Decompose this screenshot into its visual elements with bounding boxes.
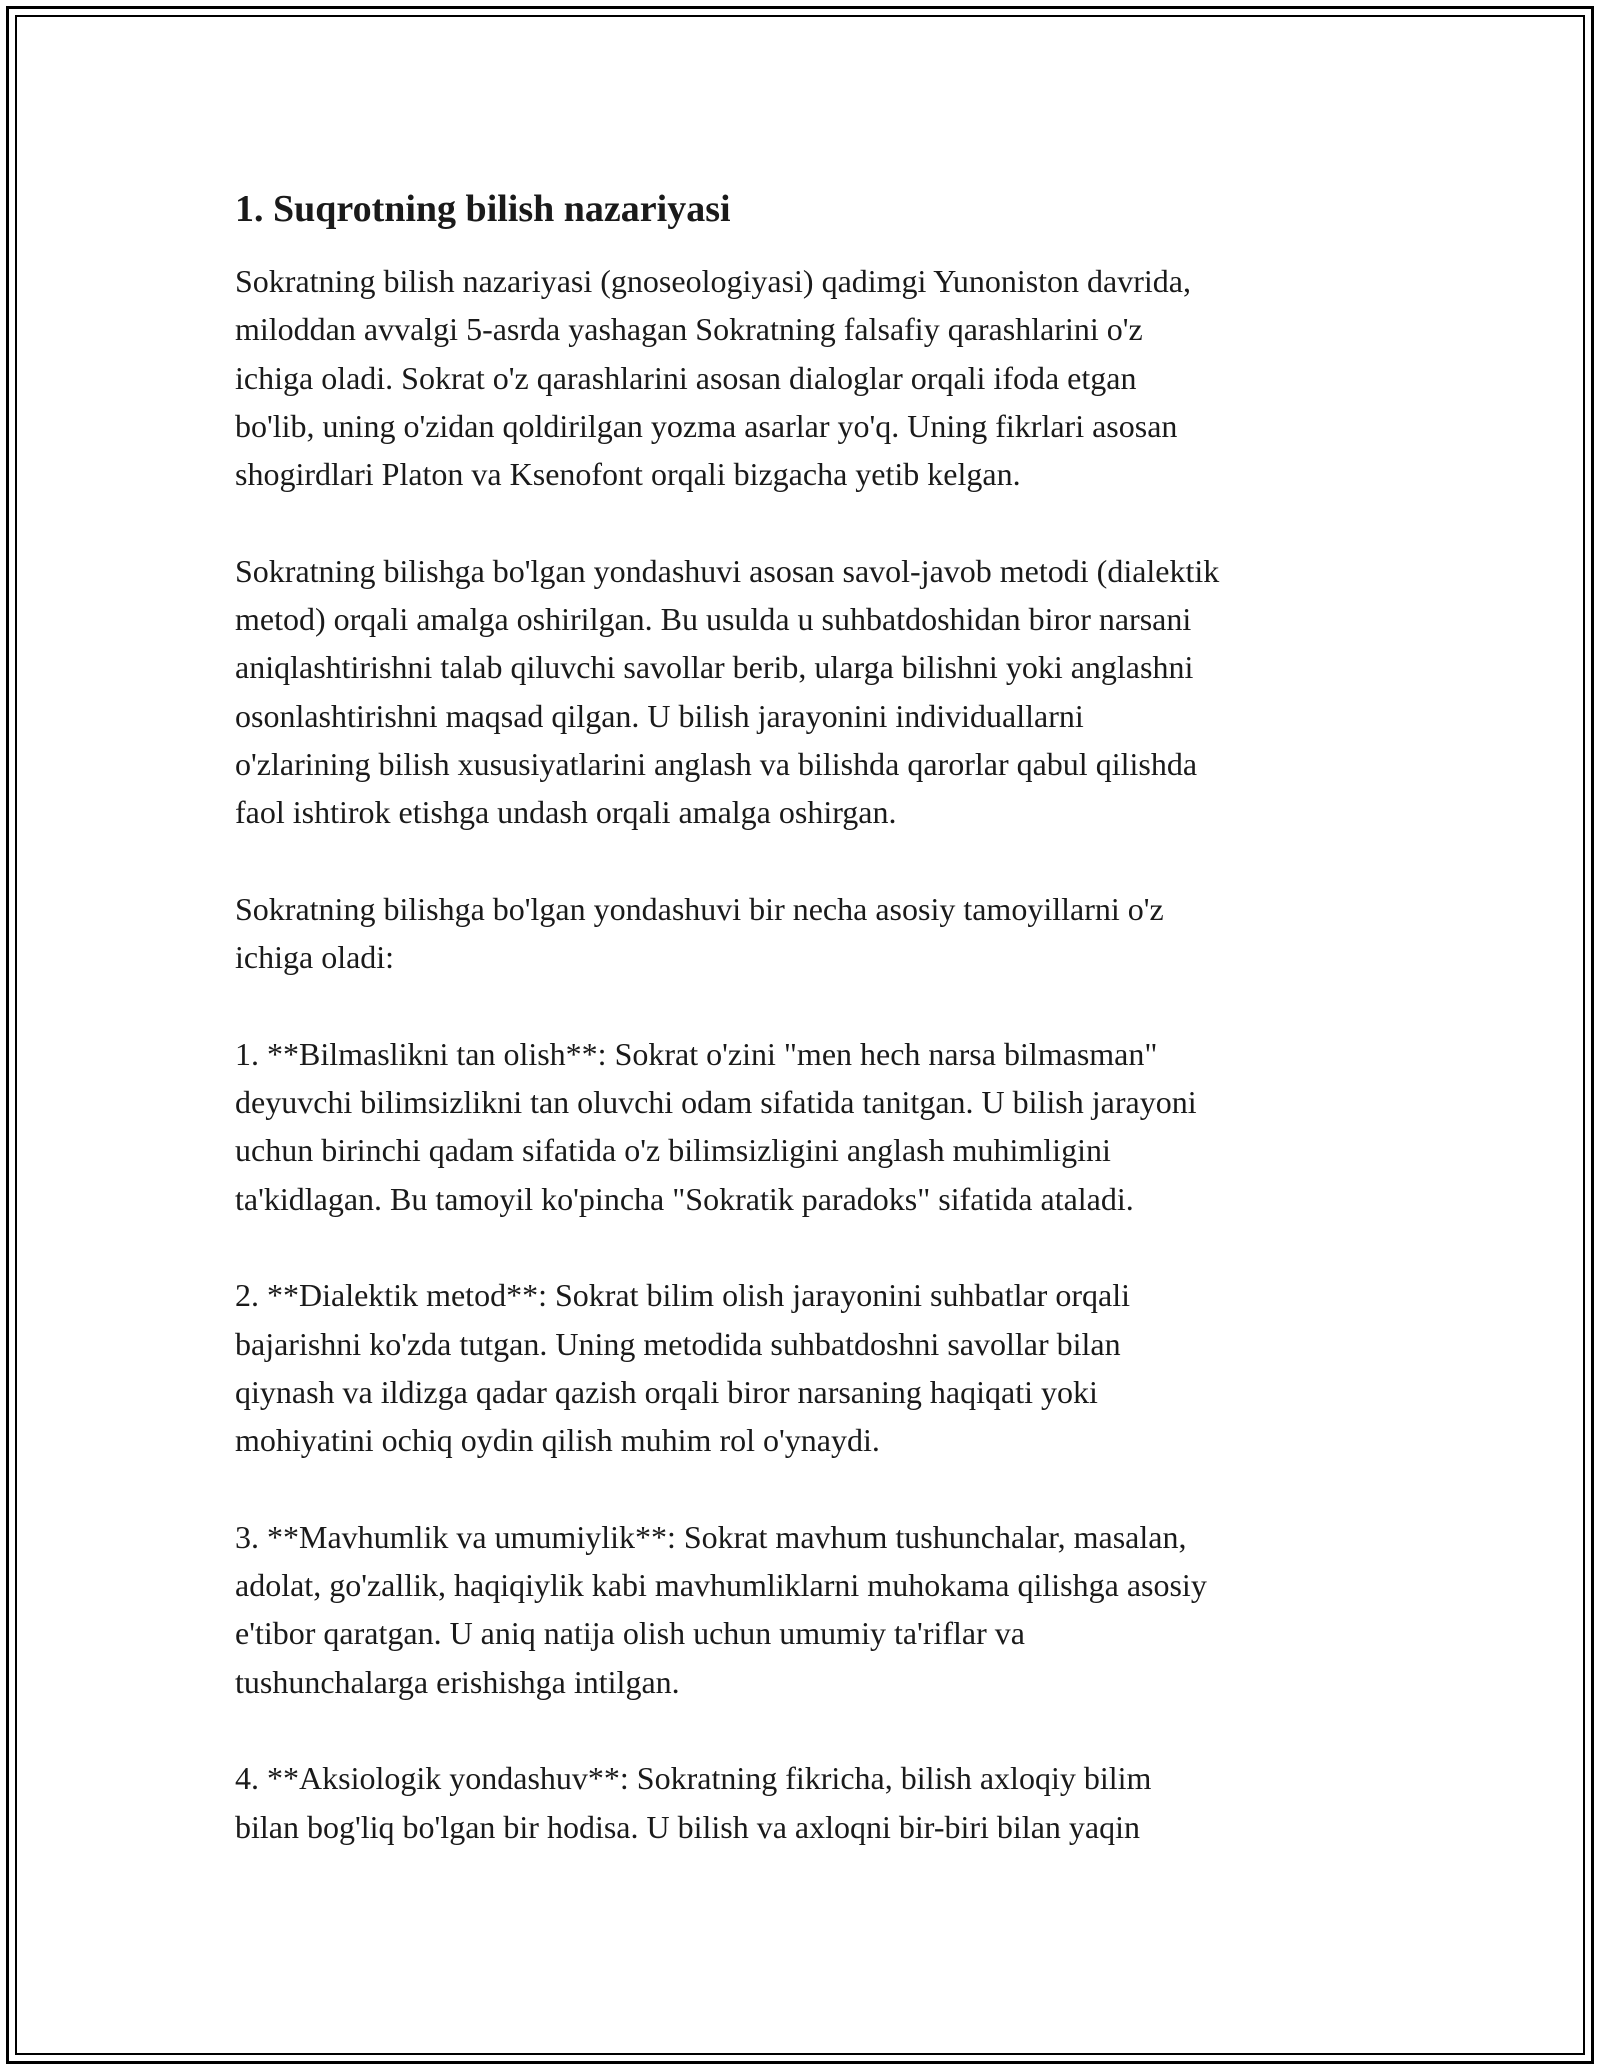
paragraph-method: [235, 547, 1375, 837]
text-line: miloddan avvalgi 5-asrda yashagan Sokratning falsafiy qarashlarini o'z: [235, 311, 1143, 348]
text-line: bajarishni ko'zda tutgan. Uning metodida suhbatdoshni savollar bilan: [235, 1325, 1121, 1362]
text-line: osonlashtirishni maqsad qilgan. U bilish jarayonini individuallarni: [235, 697, 1084, 734]
text-line: metod) orqali amalga oshirilgan. Bu usulda u suhbatdoshidan biror narsani: [235, 601, 1192, 638]
text-line: mohiyatini ochiq oydin qilish muhim rol o'ynaydi.: [235, 1422, 880, 1459]
text-line: deyuvchi bilimsizlikni tan oluvchi odam sifatida tanitgan. U bilish jarayoni: [235, 1084, 1197, 1121]
text-line: e'tibor qaratgan. U aniq natija olish uchun umumiy ta'riflar va: [235, 1615, 1025, 1652]
text-line: 2. **Dialektik metod**: Sokrat bilim olish jarayonini suhbatlar orqali: [235, 1277, 1130, 1314]
paragraph-principles-intro: [235, 885, 1375, 982]
principle-item-2: [235, 1271, 1375, 1464]
principle-item-3: [235, 1513, 1375, 1706]
principle-item-1: [235, 1030, 1375, 1223]
text-line: 1. **Bilmaslikni tan olish**: Sokrat o'zini "men hech narsa bilmasman": [235, 1035, 1158, 1072]
document-body: [235, 185, 1375, 1899]
text-line: bo'lib, uning o'zidan qoldirilgan yozma asarlar yo'q. Uning fikrlari asosan: [235, 407, 1178, 444]
text-line: bilan bog'liq bo'lgan bir hodisa. U bilish va axloqni bir-biri bilan yaqin: [235, 1808, 1140, 1845]
text-line: Sokratning bilishga bo'lgan yondashuvi bir necha asosiy tamoyillarni o'z: [235, 890, 1164, 927]
text-line: adolat, go'zallik, haqiqiylik kabi mavhumliklarni muhokama qilishga asosiy: [235, 1567, 1207, 1604]
text-line: aniqlashtirishni talab qiluvchi savollar berib, ularga bilishni yoki anglashni: [235, 649, 1194, 686]
text-line: uchun birinchi qadam sifatida o'z bilimsizligini anglash muhimligini: [235, 1132, 1111, 1169]
text-line: ichiga oladi. Sokrat o'z qarashlarini asosan dialoglar orqali ifoda etgan: [235, 359, 1137, 396]
text-line: 3. **Mavhumlik va umumiylik**: Sokrat mavhum tushunchalar, masalan,: [235, 1518, 1187, 1555]
text-line: Sokratning bilishga bo'lgan yondashuvi asosan savol-javob metodi (dialektik: [235, 552, 1220, 589]
text-line: 4. **Aksiologik yondashuv**: Sokratning fikricha, bilish axloqiy bilim: [235, 1760, 1152, 1797]
paragraph-intro: [235, 257, 1375, 498]
text-line: ta'kidlagan. Bu tamoyil ko'pincha "Sokratik paradoks" sifatida ataladi.: [235, 1180, 1134, 1217]
section-heading: 1. Suqrotning bilish nazariyasi: [235, 188, 731, 230]
text-line: o'zlarining bilish xususiyatlarini anglash va bilishda qarorlar qabul qilishda: [235, 745, 1198, 782]
text-line: tushunchalarga erishishga intilgan.: [235, 1663, 680, 1700]
text-line: shogirdlari Platon va Ksenofont orqali bizgacha yetib kelgan.: [235, 456, 1021, 493]
principle-item-4: [235, 1754, 1375, 1851]
text-line: ichiga oladi:: [235, 939, 395, 976]
text-line: qiynash va ildizga qadar qazish orqali biror narsaning haqiqati yoki: [235, 1373, 1098, 1410]
text-line: faol ishtirok etishga undash orqali amalga oshirgan.: [235, 794, 897, 831]
text-line: Sokratning bilish nazariyasi (gnoseologiyasi) qadimgi Yunoniston davrida,: [235, 263, 1191, 299]
